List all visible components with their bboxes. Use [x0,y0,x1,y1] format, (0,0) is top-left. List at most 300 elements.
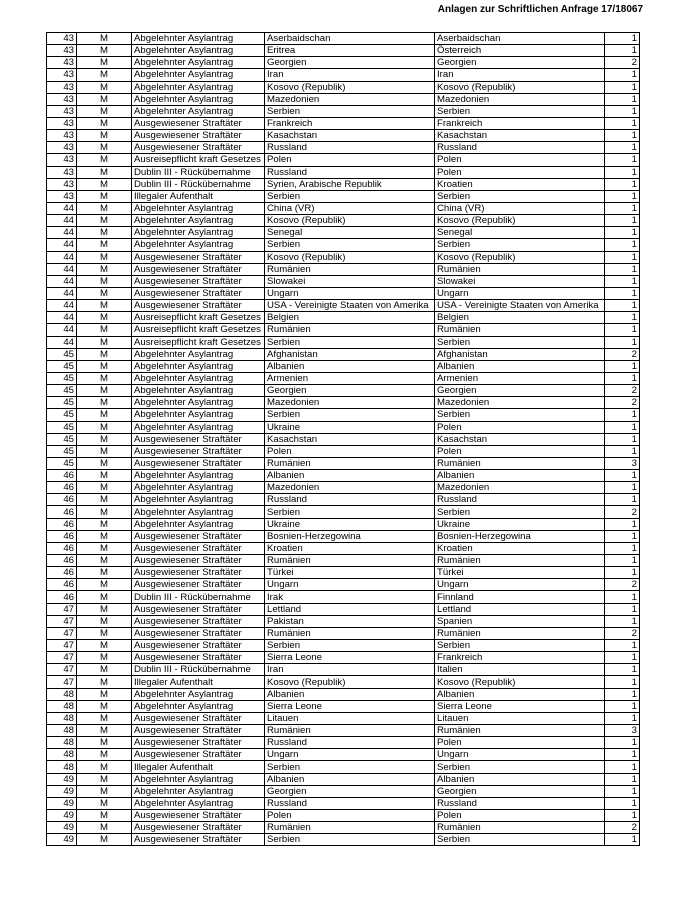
destination-cell: Rumänien [435,555,605,567]
nationality-cell: Russland [265,797,435,809]
nationality-cell: Litauen [265,712,435,724]
destination-cell: Belgien [435,312,605,324]
nationality-cell: Iran [265,664,435,676]
count-cell: 3 [605,725,640,737]
sex-cell: M [77,336,132,348]
sex-cell: M [77,579,132,591]
count-cell: 1 [605,409,640,421]
count-cell: 1 [605,785,640,797]
table-row [47,421,640,433]
table-row [47,263,640,275]
count-cell: 1 [605,591,640,603]
reason-cell: Dublin III - Rückübernahme [132,591,265,603]
destination-cell: Kasachstan [435,130,605,142]
destination-cell: Serbien [435,640,605,652]
nationality-cell: Kosovo (Republik) [265,81,435,93]
reason-cell: Abgelehnter Asylantrag [132,45,265,57]
nationality-cell: Afghanistan [265,348,435,360]
age-cell: 45 [47,445,77,457]
destination-cell: Finnland [435,591,605,603]
age-cell: 45 [47,433,77,445]
nationality-cell: Kasachstan [265,130,435,142]
table-row [47,579,640,591]
table-row [47,834,640,846]
reason-cell: Ausgewiesener Straftäter [132,433,265,445]
age-cell: 48 [47,761,77,773]
table-row [47,822,640,834]
age-cell: 45 [47,360,77,372]
age-cell: 47 [47,603,77,615]
nationality-cell: Ungarn [265,749,435,761]
sex-cell: M [77,725,132,737]
reason-cell: Abgelehnter Asylantrag [132,69,265,81]
reason-cell: Ausgewiesener Straftäter [132,445,265,457]
table-row [47,385,640,397]
count-cell: 1 [605,81,640,93]
sex-cell: M [77,688,132,700]
count-cell: 2 [605,506,640,518]
destination-cell: Serbien [435,190,605,202]
sex-cell: M [77,372,132,384]
age-cell: 46 [47,494,77,506]
table-row [47,215,640,227]
age-cell: 46 [47,518,77,530]
count-cell: 1 [605,178,640,190]
reason-cell: Illegaler Aufenthalt [132,190,265,202]
age-cell: 49 [47,810,77,822]
reason-cell: Ausgewiesener Straftäter [132,615,265,627]
age-cell: 43 [47,69,77,81]
nationality-cell: Serbien [265,640,435,652]
table-row [47,567,640,579]
sex-cell: M [77,312,132,324]
nationality-cell: Ukraine [265,518,435,530]
sex-cell: M [77,360,132,372]
count-cell: 2 [605,57,640,69]
age-cell: 48 [47,749,77,761]
destination-cell: Rumänien [435,627,605,639]
count-cell: 1 [605,688,640,700]
table-row [47,202,640,214]
destination-cell: Afghanistan [435,348,605,360]
sex-cell: M [77,555,132,567]
sex-cell: M [77,810,132,822]
count-cell: 2 [605,385,640,397]
destination-cell: Frankreich [435,652,605,664]
table-row [47,190,640,202]
nationality-cell: Serbien [265,336,435,348]
sex-cell: M [77,470,132,482]
nationality-cell: Kasachstan [265,433,435,445]
sex-cell: M [77,57,132,69]
nationality-cell: Slowakei [265,275,435,287]
sex-cell: M [77,785,132,797]
table-row [47,470,640,482]
destination-cell: Georgien [435,57,605,69]
sex-cell: M [77,797,132,809]
nationality-cell: Mazedonien [265,93,435,105]
count-cell: 1 [605,652,640,664]
destination-cell: Albanien [435,773,605,785]
age-cell: 48 [47,737,77,749]
table-row [47,69,640,81]
sex-cell: M [77,652,132,664]
reason-cell: Abgelehnter Asylantrag [132,785,265,797]
table-row [47,688,640,700]
nationality-cell: Serbien [265,409,435,421]
age-cell: 49 [47,834,77,846]
age-cell: 44 [47,227,77,239]
destination-cell: Rumänien [435,263,605,275]
sex-cell: M [77,567,132,579]
reason-cell: Abgelehnter Asylantrag [132,506,265,518]
sex-cell: M [77,275,132,287]
nationality-cell: Irak [265,591,435,603]
sex-cell: M [77,627,132,639]
table-row [47,761,640,773]
sex-cell: M [77,130,132,142]
nationality-cell: Russland [265,494,435,506]
sex-cell: M [77,69,132,81]
age-cell: 43 [47,81,77,93]
count-cell: 1 [605,287,640,299]
nationality-cell: Albanien [265,688,435,700]
sex-cell: M [77,482,132,494]
nationality-cell: Ungarn [265,287,435,299]
count-cell: 1 [605,202,640,214]
sex-cell: M [77,348,132,360]
reason-cell: Ausgewiesener Straftäter [132,142,265,154]
reason-cell: Dublin III - Rückübernahme [132,664,265,676]
age-cell: 43 [47,166,77,178]
table-row [47,409,640,421]
table-row [47,530,640,542]
sex-cell: M [77,530,132,542]
count-cell: 1 [605,227,640,239]
count-cell: 1 [605,45,640,57]
reason-cell: Ausreisepflicht kraft Gesetzes [132,312,265,324]
table-row [47,251,640,263]
nationality-cell: Rumänien [265,457,435,469]
count-cell: 1 [605,190,640,202]
table-row [47,652,640,664]
nationality-cell: Serbien [265,761,435,773]
sex-cell: M [77,385,132,397]
nationality-cell: Russland [265,142,435,154]
sex-cell: M [77,239,132,251]
count-cell: 1 [605,470,640,482]
age-cell: 44 [47,239,77,251]
reason-cell: Abgelehnter Asylantrag [132,105,265,117]
destination-cell: Georgien [435,785,605,797]
sex-cell: M [77,640,132,652]
table-row [47,785,640,797]
reason-cell: Ausgewiesener Straftäter [132,579,265,591]
sex-cell: M [77,251,132,263]
nationality-cell: Belgien [265,312,435,324]
reason-cell: Abgelehnter Asylantrag [132,360,265,372]
nationality-cell: Türkei [265,567,435,579]
sex-cell: M [77,421,132,433]
table-row [47,737,640,749]
reason-cell: Ausgewiesener Straftäter [132,640,265,652]
age-cell: 49 [47,785,77,797]
sex-cell: M [77,834,132,846]
nationality-cell: Iran [265,69,435,81]
table-row [47,360,640,372]
age-cell: 44 [47,275,77,287]
reason-cell: Illegaler Aufenthalt [132,676,265,688]
destination-cell: Serbien [435,409,605,421]
table-row [47,482,640,494]
age-cell: 44 [47,312,77,324]
age-cell: 46 [47,591,77,603]
destination-cell: Russland [435,797,605,809]
destination-cell: Senegal [435,227,605,239]
reason-cell: Abgelehnter Asylantrag [132,397,265,409]
age-cell: 45 [47,385,77,397]
table-row [47,93,640,105]
nationality-cell: USA - Vereinigte Staaten von Amerika [265,300,435,312]
table-row [47,105,640,117]
age-cell: 43 [47,130,77,142]
sex-cell: M [77,506,132,518]
nationality-cell: Serbien [265,239,435,251]
count-cell: 1 [605,263,640,275]
nationality-cell: Polen [265,445,435,457]
reason-cell: Ausgewiesener Straftäter [132,530,265,542]
age-cell: 46 [47,555,77,567]
table-row [47,227,640,239]
sex-cell: M [77,457,132,469]
reason-cell: Abgelehnter Asylantrag [132,385,265,397]
table-row [47,372,640,384]
sex-cell: M [77,518,132,530]
nationality-cell: Ungarn [265,579,435,591]
table-row [47,324,640,336]
count-cell: 1 [605,797,640,809]
nationality-cell: Serbien [265,834,435,846]
nationality-cell: Senegal [265,227,435,239]
nationality-cell: Polen [265,154,435,166]
count-cell: 1 [605,33,640,45]
reason-cell: Abgelehnter Asylantrag [132,688,265,700]
reason-cell: Abgelehnter Asylantrag [132,93,265,105]
destination-cell: Polen [435,154,605,166]
nationality-cell: Albanien [265,470,435,482]
age-cell: 45 [47,457,77,469]
nationality-cell: Rumänien [265,725,435,737]
destination-cell: Serbien [435,506,605,518]
age-cell: 44 [47,336,77,348]
age-cell: 45 [47,372,77,384]
destination-cell: Slowakei [435,275,605,287]
age-cell: 48 [47,700,77,712]
destination-cell: Frankreich [435,117,605,129]
table-row [47,627,640,639]
destination-cell: Albanien [435,688,605,700]
table-row [47,300,640,312]
destination-cell: Lettland [435,603,605,615]
table-row [47,797,640,809]
destination-cell: Litauen [435,712,605,724]
count-cell: 1 [605,676,640,688]
table-row [47,312,640,324]
reason-cell: Ausgewiesener Straftäter [132,627,265,639]
count-cell: 1 [605,239,640,251]
sex-cell: M [77,712,132,724]
reason-cell: Ausgewiesener Straftäter [132,275,265,287]
sex-cell: M [77,433,132,445]
count-cell: 1 [605,360,640,372]
sex-cell: M [77,33,132,45]
age-cell: 44 [47,263,77,275]
destination-cell: Kroatien [435,542,605,554]
count-cell: 2 [605,348,640,360]
nationality-cell: Albanien [265,360,435,372]
destination-cell: Italien [435,664,605,676]
reason-cell: Abgelehnter Asylantrag [132,227,265,239]
age-cell: 49 [47,822,77,834]
sex-cell: M [77,542,132,554]
age-cell: 44 [47,324,77,336]
nationality-cell: Georgien [265,785,435,797]
reason-cell: Ausgewiesener Straftäter [132,822,265,834]
table-row [47,615,640,627]
destination-cell: Armenien [435,372,605,384]
age-cell: 43 [47,190,77,202]
count-cell: 1 [605,372,640,384]
sex-cell: M [77,178,132,190]
destination-cell: Polen [435,737,605,749]
nationality-cell: Pakistan [265,615,435,627]
count-cell: 1 [605,300,640,312]
nationality-cell: Kosovo (Republik) [265,676,435,688]
count-cell: 1 [605,215,640,227]
reason-cell: Ausgewiesener Straftäter [132,263,265,275]
count-cell: 1 [605,615,640,627]
nationality-cell: Frankreich [265,117,435,129]
age-cell: 43 [47,117,77,129]
destination-cell: Polen [435,421,605,433]
sex-cell: M [77,445,132,457]
reason-cell: Abgelehnter Asylantrag [132,518,265,530]
destination-cell: Rumänien [435,457,605,469]
count-cell: 1 [605,834,640,846]
age-cell: 44 [47,202,77,214]
nationality-cell: Rumänien [265,263,435,275]
count-cell: 1 [605,542,640,554]
destination-cell: Polen [435,166,605,178]
age-cell: 45 [47,397,77,409]
sex-cell: M [77,45,132,57]
reason-cell: Abgelehnter Asylantrag [132,202,265,214]
destination-cell: Bosnien-Herzegowina [435,530,605,542]
age-cell: 43 [47,33,77,45]
reason-cell: Ausgewiesener Straftäter [132,749,265,761]
nationality-cell: Albanien [265,773,435,785]
nationality-cell: Kroatien [265,542,435,554]
table-row [47,433,640,445]
reason-cell: Abgelehnter Asylantrag [132,700,265,712]
reason-cell: Dublin III - Rückübernahme [132,178,265,190]
age-cell: 47 [47,652,77,664]
nationality-cell: Syrien, Arabische Republik [265,178,435,190]
sex-cell: M [77,737,132,749]
age-cell: 43 [47,154,77,166]
age-cell: 43 [47,142,77,154]
age-cell: 43 [47,93,77,105]
reason-cell: Ausreisepflicht kraft Gesetzes [132,336,265,348]
reason-cell: Ausgewiesener Straftäter [132,117,265,129]
table-row [47,45,640,57]
sex-cell: M [77,603,132,615]
destination-cell: Rumänien [435,324,605,336]
sex-cell: M [77,676,132,688]
reason-cell: Ausgewiesener Straftäter [132,567,265,579]
table-row [47,166,640,178]
sex-cell: M [77,773,132,785]
nationality-cell: Mazedonien [265,482,435,494]
nationality-cell: Georgien [265,385,435,397]
reason-cell: Ausgewiesener Straftäter [132,130,265,142]
table-row [47,640,640,652]
destination-cell: Serbien [435,336,605,348]
reason-cell: Ausgewiesener Straftäter [132,725,265,737]
sex-cell: M [77,287,132,299]
table-row [47,591,640,603]
destination-cell: Österreich [435,45,605,57]
count-cell: 1 [605,603,640,615]
nationality-cell: Rumänien [265,627,435,639]
destination-cell: Ukraine [435,518,605,530]
destination-cell: Russland [435,494,605,506]
table-row [47,810,640,822]
nationality-cell: Serbien [265,506,435,518]
destination-cell: Polen [435,810,605,822]
reason-cell: Abgelehnter Asylantrag [132,797,265,809]
nationality-cell: China (VR) [265,202,435,214]
age-cell: 46 [47,470,77,482]
nationality-cell: Bosnien-Herzegowina [265,530,435,542]
table-row [47,700,640,712]
count-cell: 1 [605,275,640,287]
sex-cell: M [77,591,132,603]
nationality-cell: Ukraine [265,421,435,433]
table-body [47,33,640,846]
count-cell: 1 [605,640,640,652]
age-cell: 46 [47,530,77,542]
reason-cell: Abgelehnter Asylantrag [132,215,265,227]
count-cell: 1 [605,93,640,105]
sex-cell: M [77,409,132,421]
table-row [47,287,640,299]
destination-cell: Mazedonien [435,93,605,105]
nationality-cell: Lettland [265,603,435,615]
age-cell: 46 [47,482,77,494]
destination-cell: Spanien [435,615,605,627]
nationality-cell: Serbien [265,105,435,117]
reason-cell: Ausgewiesener Straftäter [132,555,265,567]
reason-cell: Ausgewiesener Straftäter [132,603,265,615]
reason-cell: Abgelehnter Asylantrag [132,372,265,384]
reason-cell: Ausgewiesener Straftäter [132,287,265,299]
destination-cell: Polen [435,445,605,457]
nationality-cell: Rumänien [265,822,435,834]
table-row [47,130,640,142]
age-cell: 48 [47,712,77,724]
destination-cell: Iran [435,69,605,81]
